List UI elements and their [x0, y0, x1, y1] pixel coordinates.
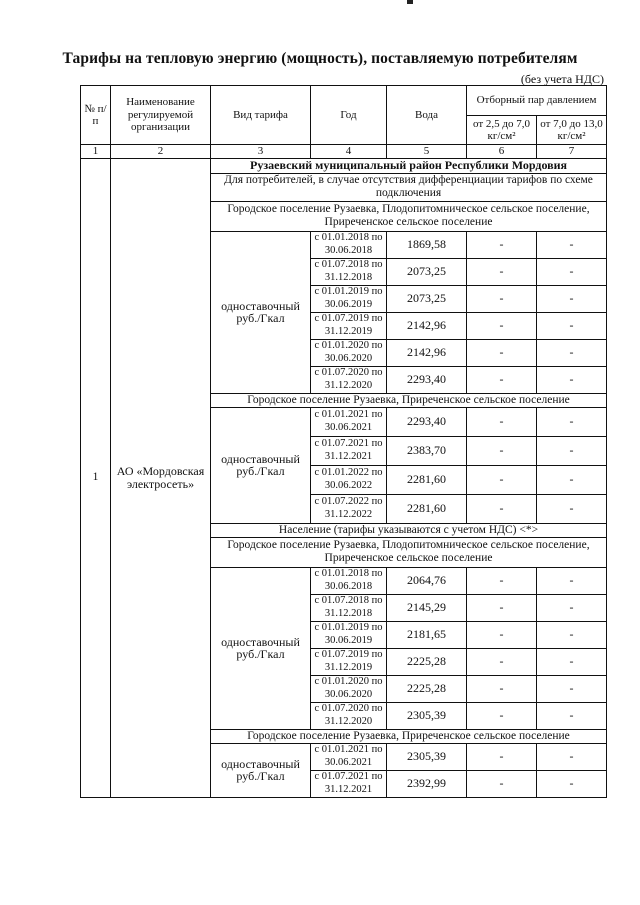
tariff-type: одноставочный руб./Гкал: [211, 567, 311, 729]
steam-a-value: -: [467, 770, 537, 797]
steam-b-value: -: [537, 594, 607, 621]
steam-a-value: -: [467, 312, 537, 339]
steam-b-value: -: [537, 258, 607, 285]
section-title: Городское поселение Рузаевка, Плодопитомническое сельское поселение, Приреченское сельское поселение: [211, 201, 607, 231]
water-value: 2281,60: [387, 494, 467, 523]
section-title: Городское поселение Рузаевка, Приреченское сельское поселение: [211, 393, 607, 407]
header-steam-b: от 7,0 до 13,0 кг/см²: [537, 116, 607, 145]
section-title: Городское поселение Рузаевка, Приреченское сельское поселение: [211, 729, 607, 743]
water-value: 2142,96: [387, 312, 467, 339]
steam-b-value: -: [537, 621, 607, 648]
steam-a-value: -: [467, 465, 537, 494]
tariff-table: [80, 85, 607, 798]
region-title: Рузаевский муниципальный район Республики Мордовия: [211, 158, 607, 173]
water-value: 2064,76: [387, 567, 467, 594]
col-number: 2: [111, 145, 211, 159]
water-value: 2305,39: [387, 743, 467, 770]
steam-b-value: -: [537, 285, 607, 312]
steam-b-value: -: [537, 675, 607, 702]
steam-b-value: -: [537, 339, 607, 366]
section-title: Городское поселение Рузаевка, Плодопитомническое сельское поселение, Приреченское сельское поселение: [211, 537, 607, 567]
period: с 01.07.2019 по 31.12.2019: [311, 312, 387, 339]
steam-b-value: -: [537, 567, 607, 594]
steam-b-value: -: [537, 436, 607, 465]
period: с 01.07.2021 по 31.12.2021: [311, 770, 387, 797]
page-mark: [407, 0, 413, 4]
steam-a-value: -: [467, 702, 537, 729]
steam-b-value: -: [537, 648, 607, 675]
steam-a-value: -: [467, 567, 537, 594]
steam-b-value: -: [537, 407, 607, 436]
period: с 01.01.2020 по 30.06.2020: [311, 675, 387, 702]
tariff-type: одноставочный руб./Гкал: [211, 231, 311, 393]
tariff-type: одноставочный руб./Гкал: [211, 407, 311, 523]
org-name: АО «Мордовская электросеть»: [111, 158, 211, 797]
water-value: 2142,96: [387, 339, 467, 366]
header-year: Год: [311, 86, 387, 145]
col-number: 7: [537, 145, 607, 159]
water-value: 2225,28: [387, 675, 467, 702]
water-value: 2145,29: [387, 594, 467, 621]
water-value: 2281,60: [387, 465, 467, 494]
period: с 01.07.2019 по 31.12.2019: [311, 648, 387, 675]
period: с 01.01.2021 по 30.06.2021: [311, 743, 387, 770]
steam-b-value: -: [537, 231, 607, 258]
period: с 01.01.2021 по 30.06.2021: [311, 407, 387, 436]
header-org: Наименование регулируемой организации: [111, 86, 211, 145]
col-number: 1: [81, 145, 111, 159]
col-number: 5: [387, 145, 467, 159]
header-type: Вид тарифа: [211, 86, 311, 145]
steam-b-value: -: [537, 312, 607, 339]
steam-a-value: -: [467, 494, 537, 523]
group-title: Для потребителей, в случае отсутствия дифференциации тарифов по схеме подключения: [211, 173, 607, 201]
water-value: 2225,28: [387, 648, 467, 675]
steam-b-value: -: [537, 770, 607, 797]
water-value: 2293,40: [387, 407, 467, 436]
period: с 01.07.2020 по 31.12.2020: [311, 702, 387, 729]
water-value: 1869,58: [387, 231, 467, 258]
period: с 01.01.2022 по 30.06.2022: [311, 465, 387, 494]
steam-a-value: -: [467, 366, 537, 393]
col-number: 3: [211, 145, 311, 159]
water-value: 2305,39: [387, 702, 467, 729]
water-value: 2293,40: [387, 366, 467, 393]
water-value: 2181,65: [387, 621, 467, 648]
steam-a-value: -: [467, 258, 537, 285]
period: с 01.07.2018 по 31.12.2018: [311, 594, 387, 621]
header-water: Вода: [387, 86, 467, 145]
steam-a-value: -: [467, 339, 537, 366]
steam-b-value: -: [537, 494, 607, 523]
period: с 01.07.2018 по 31.12.2018: [311, 258, 387, 285]
col-number: 4: [311, 145, 387, 159]
water-value: 2383,70: [387, 436, 467, 465]
period: с 01.01.2019 по 30.06.2019: [311, 285, 387, 312]
header-steam-a: от 2,5 до 7,0 кг/см²: [467, 116, 537, 145]
row-number: 1: [81, 158, 111, 797]
steam-b-value: -: [537, 465, 607, 494]
header-steam: Отборный пар давлением: [467, 86, 607, 116]
steam-a-value: -: [467, 594, 537, 621]
steam-a-value: -: [467, 621, 537, 648]
period: с 01.01.2018 по 30.06.2018: [311, 231, 387, 258]
steam-b-value: -: [537, 366, 607, 393]
steam-a-value: -: [467, 285, 537, 312]
period: с 01.01.2020 по 30.06.2020: [311, 339, 387, 366]
steam-a-value: -: [467, 675, 537, 702]
col-number: 6: [467, 145, 537, 159]
steam-a-value: -: [467, 407, 537, 436]
header-num: № п/п: [81, 86, 111, 145]
steam-a-value: -: [467, 436, 537, 465]
water-value: 2392,99: [387, 770, 467, 797]
period: с 01.07.2022 по 31.12.2022: [311, 494, 387, 523]
steam-b-value: -: [537, 743, 607, 770]
steam-a-value: -: [467, 648, 537, 675]
steam-a-value: -: [467, 231, 537, 258]
page-title: Тарифы на тепловую энергию (мощность), поставляемую потребителям: [62, 50, 578, 67]
steam-b-value: -: [537, 702, 607, 729]
group-title: Население (тарифы указываются с учетом НДС) <*>: [211, 523, 607, 537]
period: с 01.07.2020 по 31.12.2020: [311, 366, 387, 393]
vat-note: (без учета НДС): [520, 72, 604, 86]
tariff-type: одноставочный руб./Гкал: [211, 743, 311, 797]
water-value: 2073,25: [387, 258, 467, 285]
period: с 01.01.2019 по 30.06.2019: [311, 621, 387, 648]
water-value: 2073,25: [387, 285, 467, 312]
period: с 01.07.2021 по 31.12.2021: [311, 436, 387, 465]
period: с 01.01.2018 по 30.06.2018: [311, 567, 387, 594]
steam-a-value: -: [467, 743, 537, 770]
